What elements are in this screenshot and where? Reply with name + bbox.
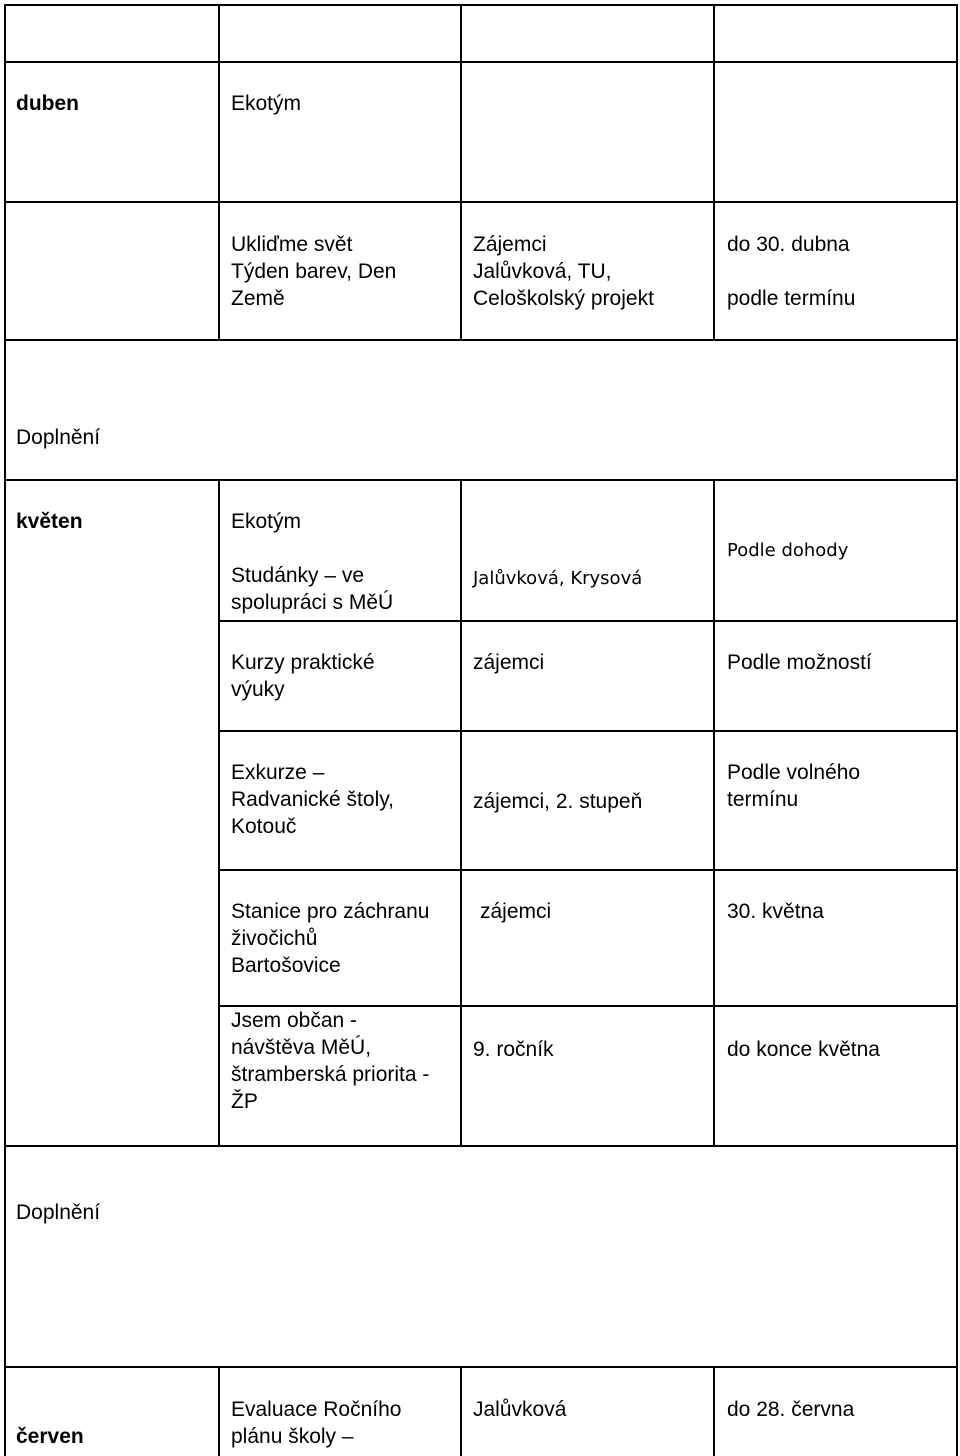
date-cell: do konce května xyxy=(727,1038,880,1061)
row-divider xyxy=(4,479,958,481)
activity-cell: Ekotým xyxy=(231,510,302,533)
activity-cell: Ukliďme svět Týden barev, Den Země xyxy=(231,233,397,310)
column-divider xyxy=(218,4,220,339)
row-divider xyxy=(4,1145,958,1147)
activity-cell: Stanice pro záchranu živočichů Bartošovice xyxy=(231,900,430,977)
column-divider xyxy=(218,479,220,1145)
participants-cell: 9. ročník xyxy=(473,1038,554,1061)
participants-cell: zájemci, 2. stupeň xyxy=(473,790,643,813)
column-divider xyxy=(713,4,715,339)
section-label: Doplnění xyxy=(16,426,101,449)
table-border-right xyxy=(956,4,958,1456)
activity-cell: Evaluace Ročního plánu školy – xyxy=(231,1398,402,1448)
row-divider xyxy=(4,201,958,203)
month-cell: červen xyxy=(16,1425,84,1448)
column-divider xyxy=(218,1366,220,1456)
table-border-left xyxy=(4,4,6,1456)
date-cell: Podle volného termínu xyxy=(727,761,861,811)
column-divider xyxy=(713,479,715,1145)
row-divider xyxy=(4,339,958,341)
participants-cell: Jalůvková xyxy=(473,1398,567,1421)
date-cell: do 30. dubna xyxy=(727,233,850,256)
participants-cell: zájemci xyxy=(480,900,552,923)
date-cell: podle termínu xyxy=(727,287,856,310)
participants-cell: Jalůvková, Krysová xyxy=(473,568,643,589)
participants-cell: zájemci xyxy=(473,651,545,674)
table-border-top xyxy=(4,4,958,6)
column-divider xyxy=(460,4,462,339)
date-cell: 30. května xyxy=(727,900,824,923)
row-divider xyxy=(4,61,958,63)
row-divider xyxy=(4,1366,958,1368)
activity-cell: Kurzy praktické výuky xyxy=(231,651,375,701)
column-divider xyxy=(713,1366,715,1456)
date-cell: Podle dohody xyxy=(727,540,849,561)
date-cell: Podle možností xyxy=(727,651,872,674)
row-divider xyxy=(219,730,958,732)
activity-cell: Exkurze – Radvanické štoly, Kotouč xyxy=(231,761,395,838)
row-divider xyxy=(219,620,958,622)
participants-cell: Zájemci Jalůvková, TU, Celoškolský projekt xyxy=(473,233,654,310)
month-cell: duben xyxy=(16,92,79,115)
row-divider xyxy=(219,869,958,871)
column-divider xyxy=(460,479,462,1145)
column-divider xyxy=(460,1366,462,1456)
section-label: Doplnění xyxy=(16,1201,101,1224)
activity-cell: Jsem občan - návštěva MěÚ, štramberská priorita - ŽP xyxy=(231,1009,430,1113)
activity-cell: Studánky – ve spolupráci s MěÚ xyxy=(231,564,394,614)
date-cell: do 28. června xyxy=(727,1398,855,1421)
activity-cell: Ekotým xyxy=(231,92,302,115)
month-cell: květen xyxy=(16,510,83,533)
